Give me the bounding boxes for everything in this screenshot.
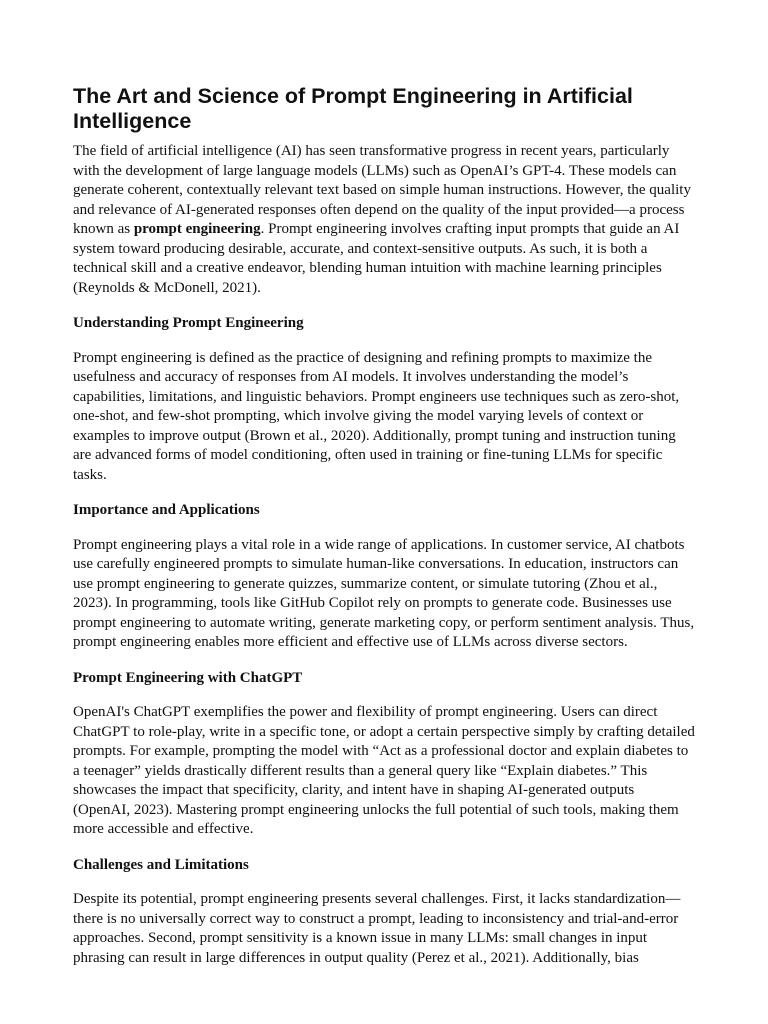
section-heading-challenges: Challenges and Limitations	[73, 856, 249, 873]
section-heading-understanding: Understanding Prompt Engineering	[73, 315, 304, 331]
section-body-chatgpt: OpenAI's ChatGPT exemplifies the power and flexibility of prompt engineering. Users can direct ChatGPT to role-play, write in a specific tone, or adopt a certain perspective simply by crafting detailed prompts. For example, prompting the model with “Act as a professional doctor and explain diabetes to a teenager” yields drastically different results than a general query like “Explain diabetes.” This showcases the impact that specificity, clarity, and intent have in shaping AI-generated outputs (OpenAI, 2023). Mastering prompt engineering unlocks the full potential of such tools, making them more accessible and effective.	[73, 704, 695, 837]
intro-paragraph	[73, 142, 695, 298]
section-body-challenges: Despite its potential, prompt engineering presents several challenges. First, it lacks standardization—there is no universally correct way to construct a prompt, leading to inconsistency and trial-and-error approaches. Second, prompt sensitivity is a known issue in many LLMs: small changes in input phrasing can result in large differences in output quality (Perez et al., 2021). Additionally, bias	[73, 891, 681, 966]
section-heading-chatgpt: Prompt Engineering with ChatGPT	[73, 669, 303, 686]
section-body-importance: Prompt engineering plays a vital role in a wide range of applications. In customer service, AI chatbots use carefully engineered prompts to simulate human-like conversations. In education, instructors can use prompt engineering to generate quizzes, summarize content, or simulate tutoring (Zhou et al., 2023). In programming, tools like GitHub Copilot rely on prompts to generate code. Businesses use prompt engineering to automate writing, generate marketing copy, or perform sentiment analysis. Thus, prompt engineering enables more efficient and effective use of LLMs across diverse sectors.	[73, 536, 695, 650]
section-heading-importance: Importance and Applications	[73, 502, 260, 518]
section-body-understanding: Prompt engineering is defined as the practice of designing and refining prompts to maximize the usefulness and accuracy of responses from AI models. It involves understanding the model’s capabilities, limitations, and linguistic behaviors. Prompt engineers use techniques such as zero-shot, one-shot, and few-shot prompting, which involve giving the model varying levels of context or examples to improve output (Brown et al., 2020). Additionally, prompt tuning and instruction tuning are advanced forms of model conditioning, often used in training or fine-tuning LLMs for specific tasks.	[73, 349, 680, 483]
document-page	[73, 84, 695, 984]
intro-text-end: . Prompt engineering involves crafting input prompts that guide an AI system toward producing desirable, accurate, and context-sensitive outputs. As such, it is both a technical skill and a creative endeavor, blending human intuition with machine learning principles (Reynolds & McDonell, 2021).	[73, 221, 680, 296]
intro-text-start: The field of artificial intelligence (AI) has seen transformative progress in recent years, particularly with the development of large language models (LLMs) such as OpenAI’s GPT-4. These models can generate coherent, contextually relevant text based on simple human instructions. However, the quality and relevance of AI-generated responses often depend on the quality of the input provided—a process known as	[73, 143, 691, 237]
intro-bold-term: prompt engineering	[133, 221, 261, 237]
document-title: The Art and Science of Prompt Engineering in Artificial Intelligence	[73, 84, 633, 133]
